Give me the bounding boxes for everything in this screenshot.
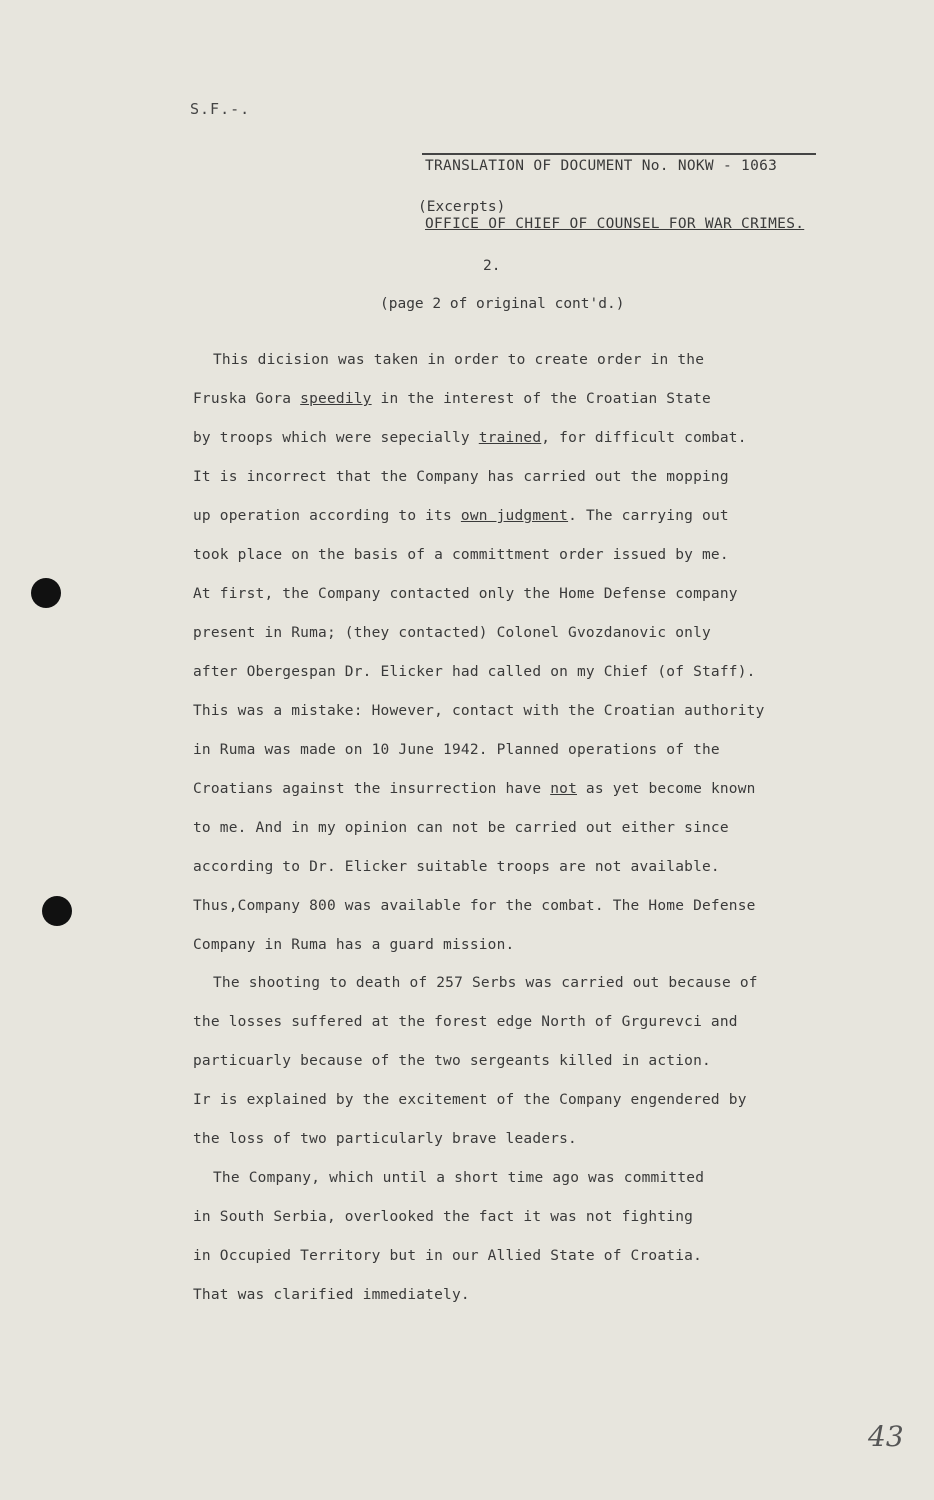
punch-hole [42,896,72,926]
text-line: according to Dr. Elicker suitable troops are not available. [193,859,720,875]
text-line: the loss of two particularly brave leaders. [193,1131,577,1147]
text-line: Fruska Gora speedily in the interest of the Croatian State [193,391,711,407]
text-line: The shooting to death of 257 Serbs was carried out because of [213,975,758,991]
text-line: took place on the basis of a committment order issued by me. [193,547,729,563]
text-line: by troops which were sepecially trained, for difficult combat. [193,430,747,446]
text-line: particuarly because of the two sergeants killed in action. [193,1053,711,1069]
header-rule [422,153,816,155]
text-line: up operation according to its own judgment. The carrying out [193,508,729,524]
page-number: 2. [483,258,501,274]
text-line: It is incorrect that the Company has carried out the mopping [193,469,729,485]
text-line: The Company, which until a short time ago was committed [213,1170,705,1186]
text-line: This dicision was taken in order to create order in the [213,352,705,368]
text-line: present in Ruma; (they contacted) Colonel Gvozdanovic only [193,625,711,641]
text-line: in South Serbia, overlooked the fact it was not fighting [193,1209,694,1225]
text-line: in Ruma was made on 10 June 1942. Planned operations of the [193,742,720,758]
stamp-mark: S.F.-. [190,100,251,118]
folio-number: 43 [868,1420,904,1453]
text-line: Ir is explained by the excitement of the Company engendered by [193,1092,747,1108]
text-line: the losses suffered at the forest edge North of Grgurevci and [193,1014,738,1030]
text-line: That was clarified immediately. [193,1287,470,1303]
text-line: Croatians against the insurrection have not as yet become known [193,781,756,797]
text-line: Thus,Company 800 was available for the combat. The Home Defense [193,898,756,914]
text-line: to me. And in my opinion can not be carried out either since [193,820,729,836]
page-note: (page 2 of original cont'd.) [380,296,625,312]
document-title: TRANSLATION OF DOCUMENT No. NOKW - 1063 [425,158,778,174]
excerpts-label: (Excerpts) [418,199,506,215]
text-line: This was a mistake: However, contact with the Croatian authority [193,703,765,719]
text-line: after Obergespan Dr. Elicker had called on my Chief (of Staff). [193,664,756,680]
text-line: in Occupied Territory but in our Allied State of Croatia. [193,1248,702,1264]
text-line: Company in Ruma has a guard mission. [193,937,515,953]
office-heading: OFFICE OF CHIEF OF COUNSEL FOR WAR CRIMES. [425,216,805,232]
text-line: At first, the Company contacted only the Home Defense company [193,586,738,602]
punch-hole [31,578,61,608]
